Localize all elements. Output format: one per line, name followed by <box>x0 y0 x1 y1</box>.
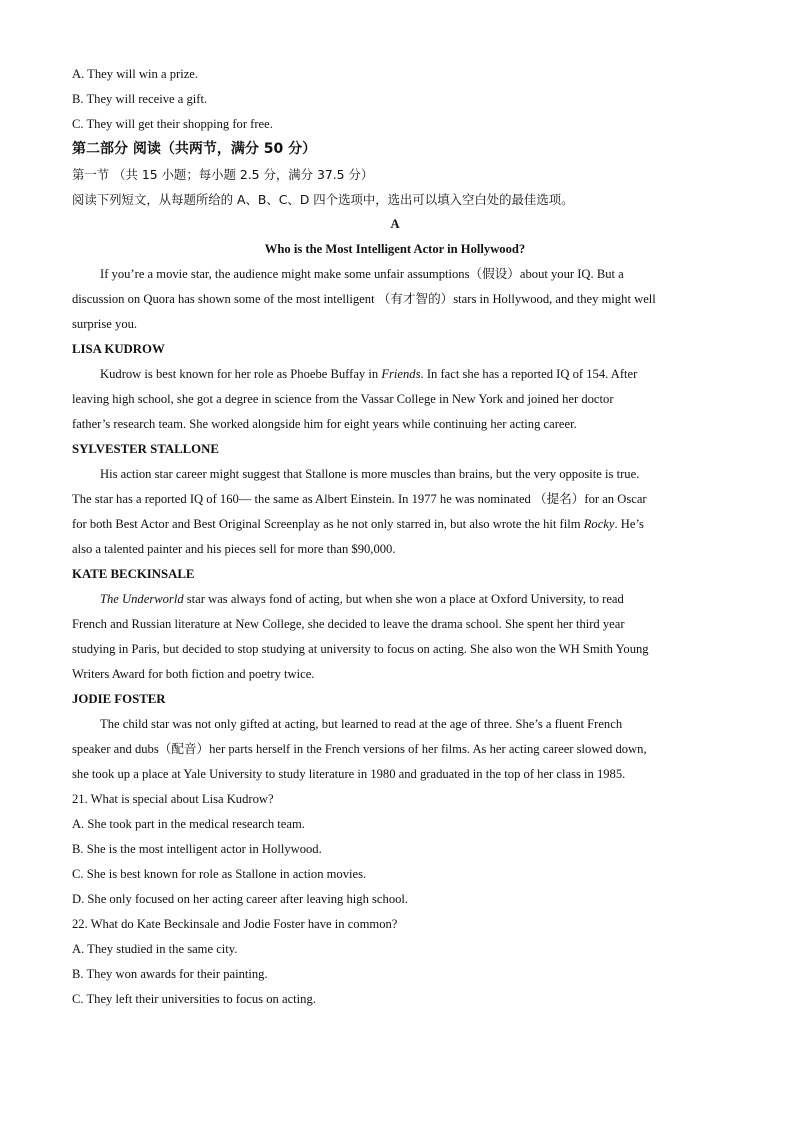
paragraph-line: father’s research team. She worked alongside him for eight years while continuing her acting career. <box>72 417 577 431</box>
actor-heading-jodie-foster: JODIE FOSTER <box>72 692 166 706</box>
passage-letter: A <box>390 217 400 231</box>
intro-line: surprise you. <box>72 317 138 331</box>
option-c: C. They will get their shopping for free. <box>72 117 273 131</box>
question-stem: 21. What is special about Lisa Kudrow? <box>72 792 274 806</box>
answer-option: D. She only focused on her acting career after leaving high school. <box>72 892 409 906</box>
option-a: A. They will win a prize. <box>72 67 199 81</box>
answer-option: B. They won awards for their painting. <box>72 967 268 981</box>
intro-paragraph <box>72 262 718 337</box>
previous-question-options <box>72 62 718 137</box>
question-21 <box>72 787 718 912</box>
paragraph-line: The Underworld star was always fond of acting, but when she won a place at Oxford University, to read <box>100 592 624 606</box>
answer-option: A. She took part in the medical research team. <box>72 817 305 831</box>
answer-option: C. They left their universities to focus on acting. <box>72 992 316 1006</box>
part-title: 第二部分 阅读（共两节，满分 50 分） <box>72 141 317 157</box>
actor-heading-sylvester-stallone: SYLVESTER STALLONE <box>72 442 219 456</box>
paragraph-line: Writers Award for both fiction and poetry twice. <box>72 667 315 681</box>
actor-paragraph-kate-beckinsale <box>72 587 718 687</box>
actor-heading-kate-beckinsale: KATE BECKINSALE <box>72 567 195 581</box>
option-b: B. They will receive a gift. <box>72 92 208 106</box>
intro-line: If you’re a movie star, the audience might make some unfair assumptions（假设）about your IQ. But a <box>100 267 624 281</box>
passage-title: Who is the Most Intelligent Actor in Hollywood? <box>264 242 526 256</box>
paragraph-line: for both Best Actor and Best Original Screenplay as he not only starred in, but also wrote the hit film Rocky. He’s <box>72 517 644 531</box>
paragraph-line: leaving high school, she got a degree in science from the Vassar College in New York and joined her doctor <box>72 392 614 406</box>
paragraph-line: His action star career might suggest that Stallone is more muscles than brains, but the very opposite is true. <box>100 467 640 481</box>
actor-paragraph-sylvester-stallone <box>72 462 718 562</box>
paragraph-line: The child star was not only gifted at acting, but learned to read at the age of three. She’s a fluent French <box>100 717 623 731</box>
actor-paragraph-lisa-kudrow <box>72 362 718 437</box>
subsection-title: 第一节 （共 15 小题；每小题 2.5 分，满分 37.5 分） <box>72 167 374 182</box>
answer-option: B. She is the most intelligent actor in Hollywood. <box>72 842 322 856</box>
paragraph-line: studying in Paris, but decided to stop studying at university to focus on acting. She also won the WH Smith Young <box>72 642 649 656</box>
actor-paragraph-jodie-foster <box>72 712 718 787</box>
intro-line: discussion on Quora has shown some of the most intelligent （有才智的）stars in Hollywood, and they might well <box>72 292 656 306</box>
answer-option: A. They studied in the same city. <box>72 942 238 956</box>
paragraph-line: Kudrow is best known for her role as Phoebe Buffay in Friends. In fact she has a reported IQ of 154. After <box>100 367 638 381</box>
section-header <box>72 137 718 212</box>
paragraph-line: speaker and dubs（配音）her parts herself in the French versions of her films. As her acting career slowed down, <box>72 742 647 756</box>
question-stem: 22. What do Kate Beckinsale and Jodie Foster have in common? <box>72 917 398 931</box>
paragraph-line: The star has a reported IQ of 160— the same as Albert Einstein. In 1977 he was nominated （提名）for an Oscar <box>72 492 647 506</box>
answer-option: C. She is best known for role as Stallone in action movies. <box>72 867 367 881</box>
exam-page <box>72 62 718 1012</box>
paragraph-line: French and Russian literature at New College, she decided to leave the drama school. She spent her third year <box>72 617 625 631</box>
actor-heading-lisa-kudrow: LISA KUDROW <box>72 342 165 356</box>
paragraph-line: also a talented painter and his pieces sell for more than $90,000. <box>72 542 396 556</box>
instruction: 阅读下列短文，从每题所给的 A、B、C、D 四个选项中，选出可以填入空白处的最佳选项。 <box>72 192 574 207</box>
paragraph-line: she took up a place at Yale University to study literature in 1980 and graduated in the top of her class in 1985. <box>72 767 626 781</box>
question-22 <box>72 912 718 1012</box>
